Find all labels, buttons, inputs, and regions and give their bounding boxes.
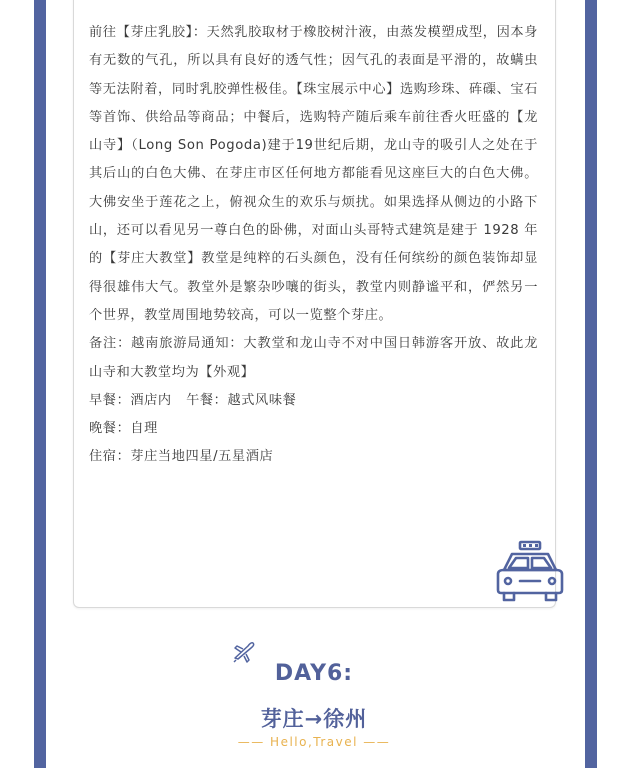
day-title: DAY6: xyxy=(274,661,354,686)
taxi-icon xyxy=(494,540,566,604)
itinerary-paragraph-main: 前往【芽庄乳胶】：天然乳胶取材于橡胶树汁液，由蒸发模塑成型，因本身有无数的气孔，所以具有良好的透气性；因气孔的表面是平滑的，故螨虫等无法附着，同时乳胶弹性极佳。【珠宝展示中心】选购珍珠、砗磲、宝石等首饰、供给品等商品；中餐后，选购特产随后乘车前往香火旺盛的【龙山寺】（Long Son Pogoda)建于19世纪后期，龙山寺的吸引人之处在于其后山的白色大佛、在芽庄市区任何地方都能看见这座巨大的白色大佛。大佛安坐于莲花之上，俯视众生的欢乐与烦扰。如果选择从侧边的小路下山，还可以看见另一尊白色的卧佛，对面山头哥特式建筑是建于 1928 年的【芽庄大教堂】教堂是纯粹的石头颜色，没有任何缤纷的颜色装饰却显得很雄伟大气。教堂外是繁杂吵嚷的街头，教堂内则静谧平和，俨然另一个世界，教堂周围地势较高，可以一览整个芽庄。 xyxy=(89,25,538,323)
itinerary-meals: 早餐：酒店内 午餐：越式风味餐 xyxy=(89,392,297,408)
route-title: 芽庄→徐州 xyxy=(260,707,368,731)
tagline: —— Hello,Travel —— xyxy=(237,735,391,749)
itinerary-hotel: 住宿：芽庄当地四星/五星酒店 xyxy=(89,449,274,465)
itinerary-note: 备注：越南旅游局通知：大教堂和龙山寺不对中国日韩游客开放、故此龙山寺和大教堂均为【外观】 xyxy=(89,336,538,380)
itinerary-dinner: 晚餐：自理 xyxy=(89,421,158,437)
right-border xyxy=(585,0,597,768)
itinerary-text xyxy=(89,19,538,472)
left-border xyxy=(34,0,46,768)
